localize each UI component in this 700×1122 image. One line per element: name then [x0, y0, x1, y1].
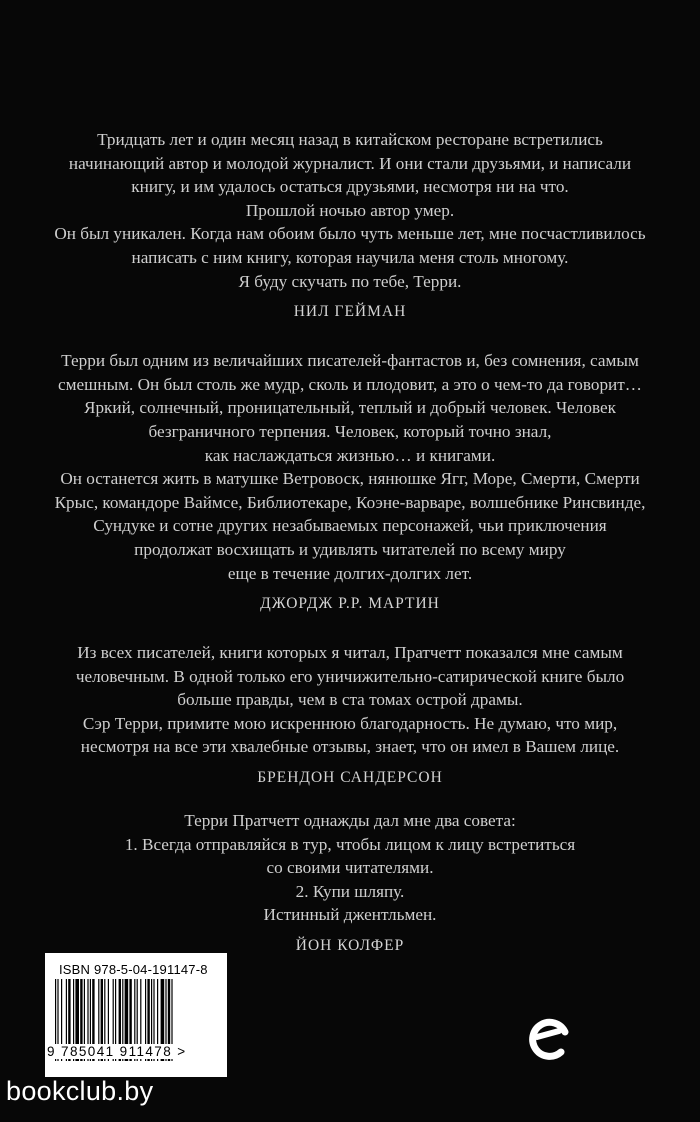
quote-line: несмотря на все эти хвалебные отзывы, знает, что он имел в Вашем лице.: [80, 737, 620, 757]
isbn-barcode: [45, 953, 227, 1077]
eksmo-logo-icon: [525, 1010, 575, 1065]
quote-line: Сэр Терри, примите мою искреннюю благодарность. Не думаю, что мир,: [82, 713, 618, 733]
quote-line: больше правды, чем в ста томах острой драмы.: [177, 690, 523, 710]
barcode-digits: 9 785041 911478 >: [47, 1044, 187, 1059]
quote-line: Терри Пратчетт однажды дал мне два совета:: [184, 811, 516, 831]
quote-line: начинающий автор и молодой журналист. И они стали друзьями, и написали: [68, 153, 632, 173]
quote-author: БРЕНДОН САНДЕРСОН: [257, 769, 443, 787]
quote-line: Прошлой ночью автор умер.: [245, 200, 455, 220]
quote-line: 1. Всегда отправляйся в тур, чтобы лицом к лицу встретиться: [124, 834, 576, 854]
quote-line: Он останется жить в матушке Ветровоск, нянюшке Ягг, Море, Смерти, Смерти: [60, 469, 640, 489]
quote-line: безграничного терпения. Человек, который точно знал,: [148, 421, 552, 441]
quote-block: [40, 809, 660, 956]
quote-line: книгу, и им удалось остаться друзьями, несмотря ни на что.: [131, 177, 569, 197]
quote-line: смешным. Он был столь же мудр, сколь и плодовит, а это о чем-то да говорит…: [58, 374, 642, 394]
quote-line: Яркий, солнечный, проницательный, теплый и добрый человек. Человек: [84, 398, 616, 418]
quote-line: написать с ним книгу, которая научила меня столь многому.: [131, 247, 569, 267]
isbn-number: ISBN 978-5-04-191147-8: [59, 962, 208, 977]
quote-line: со своими читателями.: [266, 858, 434, 878]
quote-line: Терри был одним из величайших писателей-фантастов и, без сомнения, самым: [61, 351, 639, 371]
quote-block: [40, 349, 660, 614]
quote-line: Я буду скучать по тебе, Терри.: [238, 271, 462, 291]
quote-line: человечным. В одной только его уничижительно-сатирической книге было: [75, 666, 625, 686]
quote-line: еще в течение долгих-долгих лет.: [227, 563, 473, 583]
quote-author: НИЛ ГЕЙМАН: [293, 303, 407, 321]
quote-author: ЙОН КОЛФЕР: [295, 937, 405, 955]
quote-line: Крыс, командоре Ваймсе, Библиотекаре, Коэне-варваре, волшебнике Ринсвинде,: [54, 492, 646, 512]
quote-block: [40, 641, 660, 788]
quote-block: [40, 128, 660, 322]
quote-line: 2. Купи шляпу.: [295, 881, 405, 901]
back-cover-quotes: [40, 128, 660, 981]
quote-line: Сундуке и сотне других незабываемых персонажей, чьи приключения: [93, 516, 607, 536]
quote-line: Тридцать лет и один месяц назад в китайском ресторане встретились: [97, 130, 603, 149]
quote-author: ДЖОРДЖ Р.Р. МАРТИН: [260, 595, 440, 613]
quote-line: как наслаждаться жизнью… и книгами.: [204, 445, 496, 465]
quote-line: Он был уникален. Когда нам обоим было чуть меньше лет, мне посчастливилось: [54, 224, 646, 244]
quote-line: Из всех писателей, книги которых я читал, Пратчетт показался мне самым: [77, 643, 623, 663]
site-watermark: bookclub.by: [6, 1076, 154, 1106]
quote-line: Истинный джентльмен.: [263, 905, 437, 925]
quote-line: продолжат восхищать и удивлять читателей по всему миру: [134, 539, 566, 559]
